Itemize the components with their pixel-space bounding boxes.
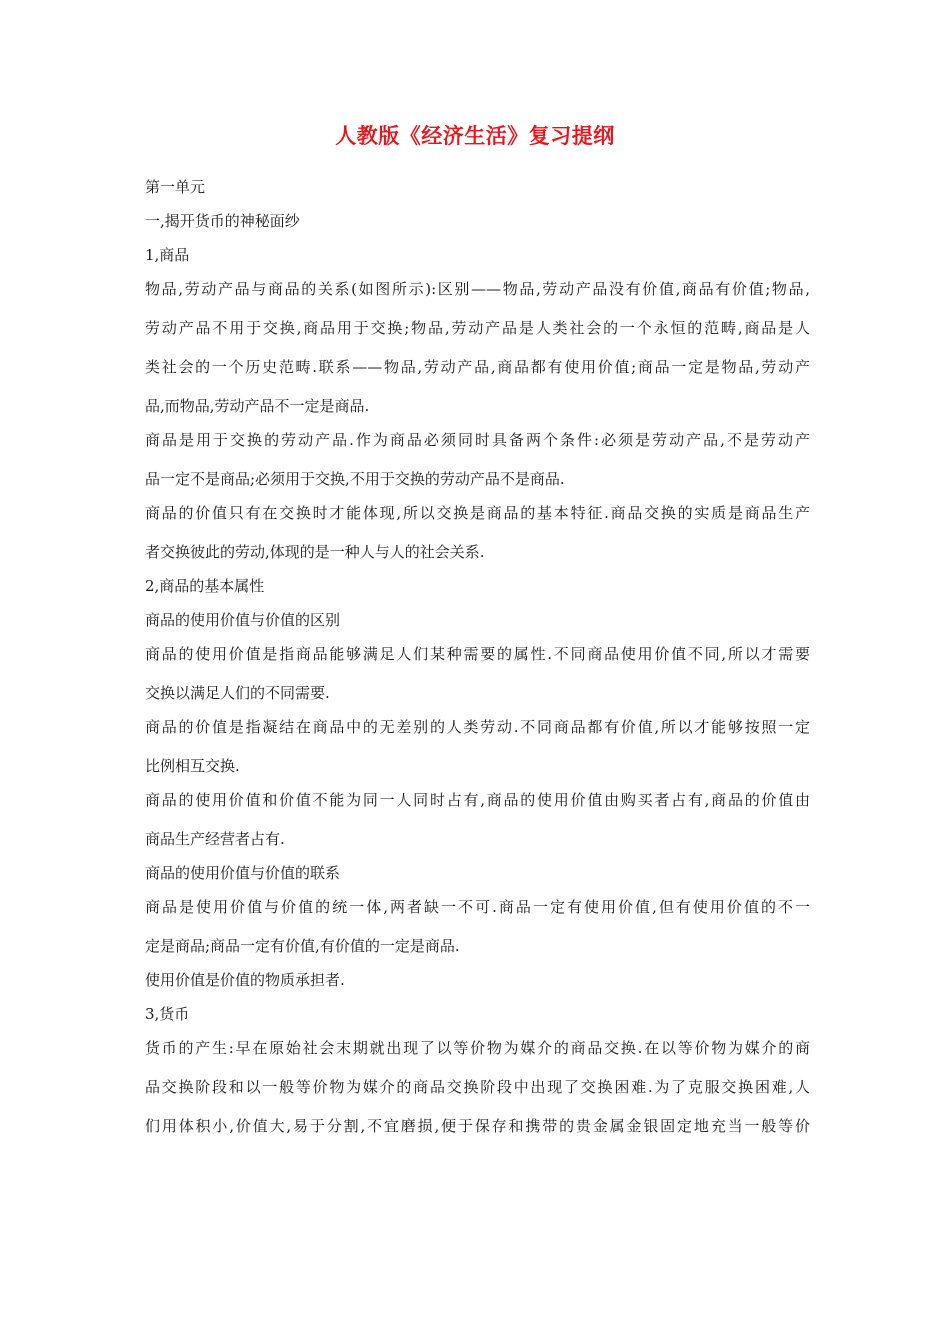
body-text-line: 商品是用于交换的劳动产品.作为商品必须同时具备两个条件:必须是劳动产品,不是劳动产 <box>145 431 810 449</box>
body-text-line: 们用体积小,价值大,易于分割,不宜磨损,便于保存和携带的贵金属金银固定地充当一般等价 <box>145 1117 810 1135</box>
body-text-line: 商品的使用价值和价值不能为同一人同时占有,商品的使用价值由购买者占有,商品的价值由 <box>145 791 810 809</box>
body-text-line: 物品,劳动产品与商品的关系(如图所示):区别——物品,劳动产品没有价值,商品有价值;物品, <box>145 280 810 298</box>
body-text-line: 类社会的一个历史范畴.联系——物品,劳动产品,商品都有使用价值;商品一定是物品,劳动产 <box>145 358 810 376</box>
body-text-line: 劳动产品不用于交换,商品用于交换;物品,劳动产品是人类社会的一个永恒的范畴,商品是人 <box>145 319 810 337</box>
section-heading: 商品的使用价值与价值的联系 <box>145 864 341 882</box>
section-heading: 1,商品 <box>145 246 190 264</box>
body-text-line: 商品是使用价值与价值的统一体,两者缺一不可.商品一定有使用价值,但有使用价值的不一 <box>145 898 810 916</box>
body-text-line: 商品的使用价值是指商品能够满足人们某种需要的属性.不同商品使用价值不同,所以才需要 <box>145 645 810 663</box>
body-text-line: 商品的价值是指凝结在商品中的无差别的人类劳动.不同商品都有价值,所以才能够按照一定 <box>145 718 810 736</box>
body-text-line: 者交换彼此的劳动,体现的是一种人与人的社会关系. <box>145 543 485 561</box>
body-text-line: 货币的产生:早在原始社会末期就出现了以等价物为媒介的商品交换.在以等价物为媒介的商 <box>145 1039 810 1057</box>
body-text-line: 商品生产经营者占有. <box>145 830 285 848</box>
body-text-line: 使用价值是价值的物质承担者. <box>145 971 345 989</box>
document-title: 人教版《经济生活》复习提纲 <box>335 123 615 148</box>
section-heading: 2,商品的基本属性 <box>145 577 265 595</box>
section-heading: 3,货币 <box>145 1005 190 1023</box>
document-body <box>145 174 810 1152</box>
body-text-line: 定是商品;商品一定有价值,有价值的一定是商品. <box>145 937 460 955</box>
body-text-line: 品交换阶段和以一般等价物为媒介的商品交换阶段中出现了交换困难.为了克服交换困难,人 <box>145 1078 810 1096</box>
section-heading: 商品的使用价值与价值的区别 <box>145 611 341 629</box>
body-text-line: 品,而物品,劳动产品不一定是商品. <box>145 397 370 415</box>
body-text-line: 比例相互交换. <box>145 757 240 775</box>
section-heading: 第一单元 <box>145 178 206 196</box>
body-text-line: 品一定不是商品;必须用于交换,不用于交换的劳动产品不是商品. <box>145 470 565 488</box>
body-text-line: 商品的价值只有在交换时才能体现,所以交换是商品的基本特征.商品交换的实质是商品生产 <box>145 504 810 522</box>
body-text-line: 交换以满足人们的不同需要. <box>145 684 330 702</box>
section-heading: 一,揭开货币的神秘面纱 <box>145 212 300 230</box>
